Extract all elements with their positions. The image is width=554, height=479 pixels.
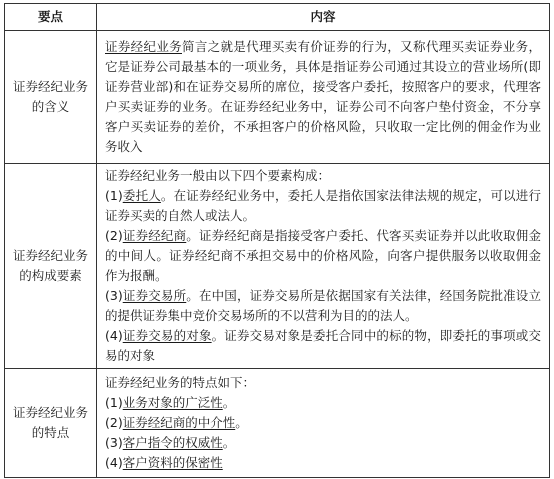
list-intro bbox=[105, 373, 541, 393]
list-item bbox=[105, 413, 541, 433]
list-item bbox=[105, 326, 541, 366]
underlined-term: 证券经纪商的中介性 bbox=[122, 415, 236, 430]
row-content bbox=[97, 369, 550, 478]
list-item bbox=[105, 433, 541, 453]
list-item bbox=[105, 453, 541, 473]
item-number: (1) bbox=[105, 188, 123, 203]
item-number: (1) bbox=[105, 395, 123, 410]
item-number: (2) bbox=[105, 415, 123, 430]
underlined-term: 证券经纪商 bbox=[122, 228, 187, 243]
header-key-point: 要点 bbox=[5, 4, 97, 31]
table-row bbox=[5, 369, 550, 478]
underlined-term: 委托人 bbox=[122, 188, 161, 203]
row-label: 证券经纪业务的特点 bbox=[5, 369, 97, 478]
content-table bbox=[4, 3, 550, 478]
paragraph-text: 证券经纪业务的特点如下： bbox=[105, 375, 256, 390]
item-number: (2) bbox=[105, 228, 123, 243]
item-number: (3) bbox=[105, 288, 123, 303]
row-content bbox=[97, 31, 550, 164]
item-number: (4) bbox=[105, 455, 123, 470]
underlined-term: 证券交易所 bbox=[122, 288, 187, 303]
row-label: 证券经纪业务的构成要素 bbox=[5, 164, 97, 369]
item-number: (3) bbox=[105, 435, 123, 450]
list-item bbox=[105, 226, 541, 286]
item-number: (4) bbox=[105, 328, 123, 343]
underlined-term: 证券经纪业务 bbox=[105, 39, 182, 54]
underlined-term: 业务对象的广泛性 bbox=[122, 395, 223, 410]
list-item bbox=[105, 393, 541, 413]
underlined-term: 证券交易的对象 bbox=[122, 328, 212, 343]
paragraph-text: 。 bbox=[235, 415, 248, 430]
paragraph-text: 。证券交易对象是委托合同中的标的物，即委托的事项或交易的对象 bbox=[105, 328, 541, 363]
underlined-term: 客户指令的权威性 bbox=[122, 435, 223, 450]
list-item bbox=[105, 186, 541, 226]
row-content bbox=[97, 164, 550, 369]
paragraph-text: 。在证券经纪业务中，委托人是指依国家法律法规的规定，可以进行证券买卖的自然人或法人。 bbox=[105, 188, 541, 223]
definition-paragraph bbox=[105, 37, 541, 157]
paragraph-text: 。 bbox=[222, 435, 236, 450]
table-row bbox=[5, 164, 550, 369]
table-row bbox=[5, 31, 550, 164]
row-label: 证券经纪业务的含义 bbox=[5, 31, 97, 164]
header-content: 内容 bbox=[97, 4, 550, 31]
header-row bbox=[5, 4, 550, 31]
paragraph-text: 。 bbox=[222, 395, 236, 410]
paragraph-text: 证券经纪业务一般由以下四个要素构成： bbox=[105, 168, 331, 183]
paragraph-text: 。证券经纪商是指接受客户委托、代客买卖证券并以此收取佣金的中间人。证券经纪商不承担交易中的价格风险，向客户提供服务以收取佣金作为报酬。 bbox=[105, 228, 541, 283]
list-intro bbox=[105, 166, 541, 186]
paragraph-text: 。在中国，证券交易所是依据国家有关法律，经国务院批准设立的提供证券集中竞价交易场所的不以营利为目的的法人。 bbox=[105, 288, 541, 323]
underlined-term: 客户资料的保密性 bbox=[122, 455, 223, 470]
paragraph-text: 简言之就是代理买卖有价证券的行为，又称代理买卖证券业务，它是证券公司最基本的一项业务，具体是指证券公司通过其设立的营业场所(即证券营业部)和在证券交易所的席位，接受客户委托，按照客户的要求，代理客户买卖证券的业务。在证券经纪业务中，证券公司不向客户垫付资金，不分享客户买卖证券的差价，不承担客户的价格风险，只收取一定比例的佣金作为业务收入 bbox=[105, 39, 541, 154]
list-item bbox=[105, 286, 541, 326]
